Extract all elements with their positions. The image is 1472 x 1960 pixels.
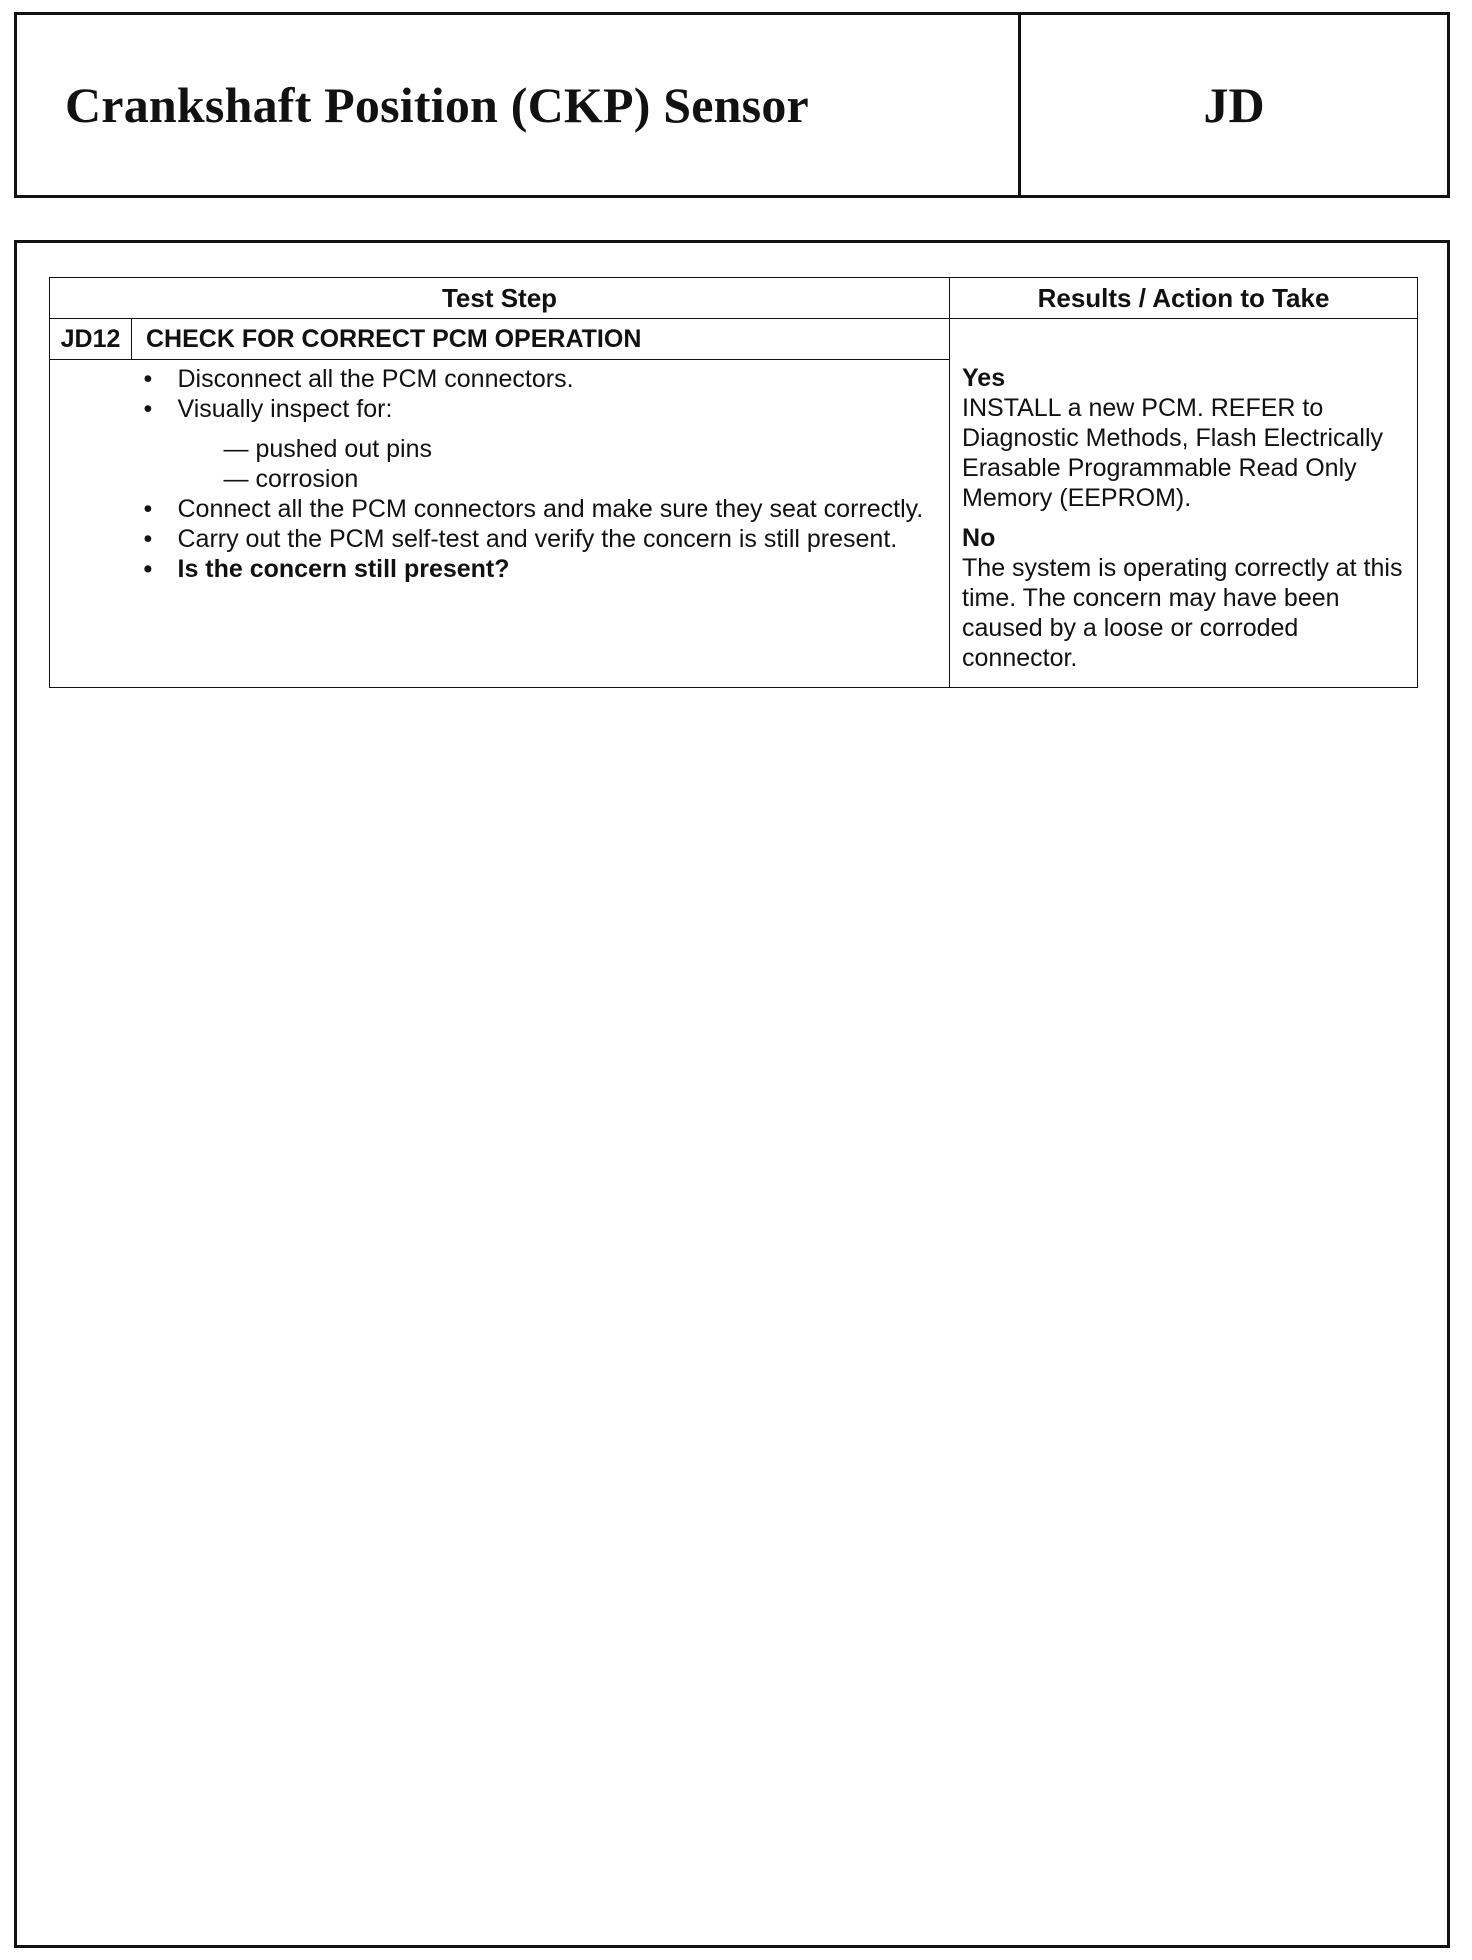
main-frame xyxy=(14,240,1450,1948)
sub-list-item: — pushed out pins xyxy=(223,435,432,463)
list-item-question: • Is the concern still present? xyxy=(143,555,510,583)
bullet-icon: • xyxy=(143,525,153,553)
result-no-text: The system is operating correctly at this time. The concern may have been caused by a loose or corroded connector. xyxy=(962,554,1403,672)
bullet-icon: • xyxy=(143,555,153,583)
step-instructions xyxy=(132,364,950,584)
step-title: CHECK FOR CORRECT PCM OPERATION xyxy=(132,319,950,360)
step-body xyxy=(132,360,950,688)
result-yes-text: INSTALL a new PCM. REFER to Diagnostic Methods, Flash Electrically Erasable Programmable Read Only Memory (EEPROM). xyxy=(962,394,1384,512)
test-step-table xyxy=(49,277,1418,688)
step-body-spacer xyxy=(50,360,132,688)
step-id: JD12 xyxy=(50,319,132,360)
column-header-test-step: Test Step xyxy=(50,278,950,319)
list-item: • Carry out the PCM self-test and verify the concern is still present. xyxy=(143,525,898,553)
section-code: JD xyxy=(1203,77,1265,133)
results-cell xyxy=(950,319,1418,688)
page-title: Crankshaft Position (CKP) Sensor xyxy=(65,77,809,133)
list-item: • Disconnect all the PCM connectors. xyxy=(143,365,574,393)
step-title-row xyxy=(50,319,1418,360)
table-header-row xyxy=(50,278,1418,319)
bullet-icon: • xyxy=(143,365,153,393)
header-box xyxy=(14,12,1450,198)
bullet-icon: • xyxy=(143,395,153,423)
result-no-label: No xyxy=(962,524,996,552)
sub-list-item: — corrosion xyxy=(223,465,359,493)
bullet-icon: • xyxy=(143,495,153,523)
column-header-results: Results / Action to Take xyxy=(950,278,1418,319)
list-item: • Connect all the PCM connectors and make sure they seat correctly. xyxy=(143,495,924,523)
result-yes-label: Yes xyxy=(962,364,1006,392)
list-item: • Visually inspect for: — pushed out pins — corrosion xyxy=(132,394,950,494)
inspection-sub-list xyxy=(178,434,950,494)
header-title-cell xyxy=(17,15,1021,195)
header-code-cell xyxy=(1021,15,1447,195)
